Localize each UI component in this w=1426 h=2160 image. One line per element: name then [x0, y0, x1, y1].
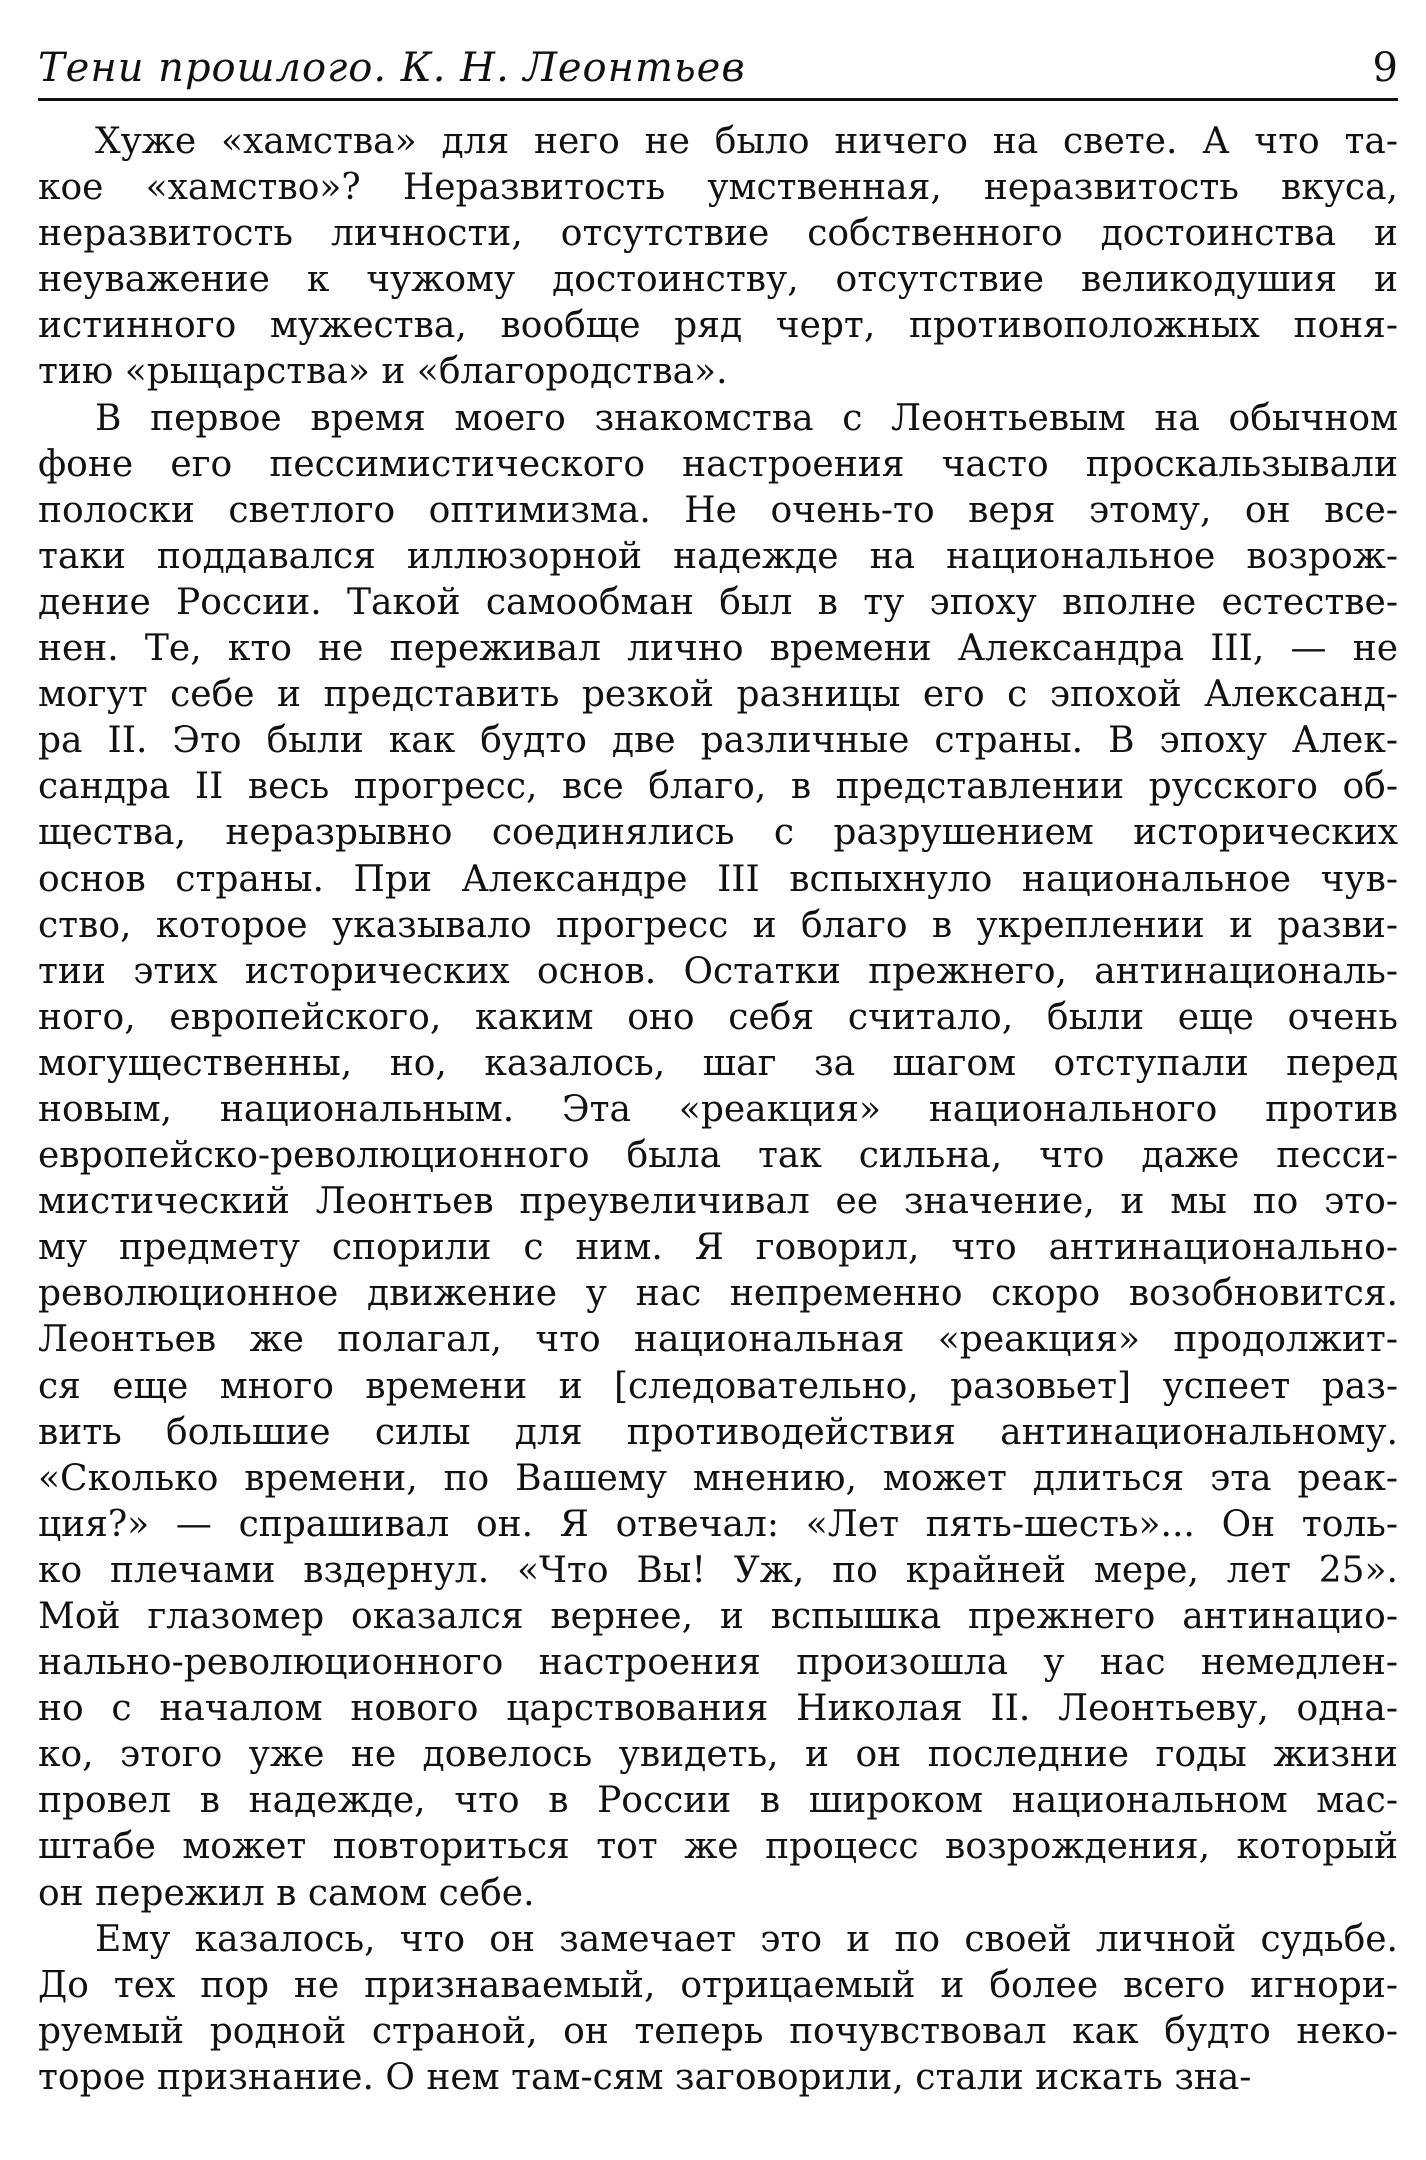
text-line: провел в надежде, что в России в широком национальном мас-: [38, 1780, 1398, 1822]
text-line: Ему казалось, что он замечает это и по своей личной судьбе.: [95, 1918, 1398, 1960]
paragraph: [38, 1917, 1398, 2101]
text-line: таки поддавался иллюзорной надежде на национальное возрож-: [38, 535, 1398, 577]
text-line: мистический Леонтьев преувеличивал ее значение, и мы по это-: [38, 1181, 1398, 1223]
text-line: штабе может повториться тот же процесс возрождения, который: [38, 1826, 1398, 1868]
text-line: европейско-революционного была так сильна, что даже песси-: [38, 1135, 1398, 1177]
text-line: нально-революционного настроения произошла у нас немедлен-: [38, 1642, 1398, 1684]
text-line: но с началом нового царствования Николая II. Леонтьеву, одна-: [38, 1688, 1398, 1730]
text-line: Хуже «хамства» для него не было ничего на свете. А что та-: [95, 121, 1398, 162]
paragraph: [38, 396, 1398, 1917]
text-line: нен. Те, кто не переживал лично времени Александра III, — не: [38, 628, 1398, 670]
text-line: дение России. Такой самообман был в ту эпоху вполне естестве-: [38, 581, 1398, 623]
text-line: Мой глазомер оказался вернее, и вспышка прежнего антинацио-: [38, 1596, 1398, 1637]
text-line: тии этих исторических основ. Остатки прежнего, антинациональ-: [38, 950, 1398, 992]
text-line: В первое время моего знакомства с Леонтьевым на обычном: [95, 397, 1398, 439]
text-line: фоне его пессимистического настроения часто проскальзывали: [38, 443, 1398, 485]
text-line: полоски светлого оптимизма. Не очень-то веря этому, он все-: [38, 489, 1398, 531]
text-line: могут себе и представить резкой разницы его с эпохой Александ-: [38, 674, 1398, 716]
text-line: ра II. Это были как будто две различные страны. В эпоху Алек-: [38, 720, 1398, 762]
text-line: основ страны. При Александре III вспыхнуло национальное чув-: [38, 858, 1398, 900]
text-line: кое «хамство»? Неразвитость умственная, неразвитость вкуса,: [38, 167, 1398, 209]
text-line: торое признание. О нем там-сям заговорили, стали искать зна-: [38, 2056, 1252, 2098]
text-line: истинного мужества, вообще ряд черт, противоположных поня-: [38, 305, 1398, 347]
text-line: ство, которое указывало прогресс и благо в укреплении и разви-: [38, 904, 1398, 946]
text-line: ко, этого уже не довелось увидеть, и он последние годы жизни: [38, 1734, 1398, 1776]
paragraph: [38, 119, 1398, 396]
body-text: [38, 119, 1398, 2101]
text-line: ция?» — спрашивал он. Я отвечал: «Лет пять-шесть»... Он толь-: [38, 1503, 1398, 1545]
text-line: ко плечами вздернул. «Что Вы! Уж, по крайней мере, лет 25».: [38, 1549, 1398, 1591]
text-line: «Сколько времени, по Вашему мнению, может длиться эта реак-: [38, 1457, 1398, 1499]
text-line: вить большие силы для противодействия антинациональному.: [38, 1411, 1398, 1453]
text-line: он пережил в самом себе.: [38, 1872, 535, 1914]
book-page: [38, 38, 1398, 2138]
text-line: ного, европейского, каким оно себя считало, были еще очень: [38, 996, 1398, 1038]
text-line: неразвитость личности, отсутствие собственного достоинства и: [38, 213, 1398, 255]
text-line: му предмету спорили с ним. Я говорил, что антинационально-: [38, 1227, 1398, 1269]
text-line: тию «рыцарства» и «благородства».: [38, 351, 728, 393]
text-line: революционное движение у нас непременно скоро возобновится.: [38, 1273, 1398, 1315]
page-number: 9: [1372, 45, 1398, 91]
running-title: Тени прошлого. К. Н. Леонтьев: [38, 45, 746, 91]
text-line: неуважение к чужому достоинству, отсутствие великодушия и: [38, 259, 1398, 301]
running-header: [38, 38, 1398, 101]
text-line: руемый родной страной, он теперь почувствовал как будто неко-: [38, 2010, 1398, 2052]
text-line: ся еще много времени и [следовательно, разовьет] успеет раз-: [38, 1365, 1398, 1407]
text-line: До тех пор не признаваемый, отрицаемый и более всего игнори-: [38, 1964, 1398, 2006]
text-line: новым, национальным. Эта «реакция» национального против: [38, 1088, 1398, 1130]
text-line: сандра II весь прогресс, все благо, в представлении русского об-: [38, 766, 1398, 808]
text-line: щества, неразрывно соединялись с разрушением исторических: [38, 812, 1398, 854]
text-line: могущественны, но, казалось, шаг за шагом отступали перед: [38, 1042, 1398, 1084]
text-line: Леонтьев же полагал, что национальная «реакция» продолжит-: [38, 1319, 1398, 1361]
